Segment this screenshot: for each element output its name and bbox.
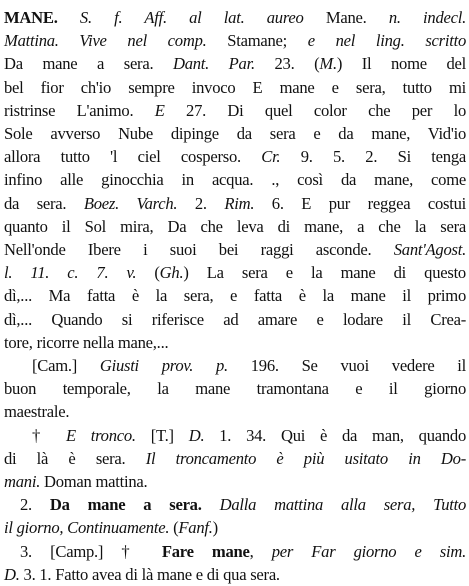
italic-text: Fanf. (178, 518, 213, 538)
text: Doman mattina. (40, 472, 148, 491)
italic-text: Cr. (261, 147, 281, 167)
text: dì,... Quando si riferisce ad amare e lodare il Crea- (4, 309, 466, 329)
italic-text: Boez. Varch. (83, 193, 178, 213)
italic-text: Mattina. Vive nel comp. (4, 31, 207, 51)
entry-line (32, 354, 466, 377)
text: 3. 1. Fatto avea di là mane e di qua sera. (19, 564, 280, 584)
italic-text: per Far giorno e sim. (271, 541, 466, 561)
text: ristrinse L'animo. (4, 100, 155, 120)
text: quanto il Sol mira, Da che leva di mane, a che la sera (4, 216, 466, 236)
italic-text: S. f. Aff. al lat. aureo (79, 8, 304, 27)
italic-text: Rim. (224, 193, 255, 213)
entry-line (4, 308, 466, 331)
italic-text: D. (188, 425, 205, 445)
entry-line (4, 331, 466, 354)
text: di là è sera. (4, 448, 146, 468)
entry-line (20, 540, 466, 563)
text: 2. (177, 193, 225, 213)
text: 3. [Camp.] † (20, 541, 162, 561)
entry-line (4, 377, 466, 400)
italic-text: Dant. Par. (172, 54, 255, 74)
entry-line (32, 424, 466, 447)
entry-line (4, 215, 466, 238)
italic-text: Il troncamento è più usitato in Do- (145, 448, 466, 468)
bold-text: MANE. (4, 8, 58, 27)
entry-line (4, 6, 466, 29)
text: Stamane; (206, 31, 308, 51)
italic-text: n. indecl. (388, 8, 466, 27)
italic-text: Sant'Agost. (393, 240, 466, 259)
text: dì,... Ma fatta è la sera, e fatta è la mane il primo (4, 286, 466, 306)
text: tore, ricorre nella mane,... (4, 332, 169, 352)
entry-line (4, 192, 466, 215)
italic-text: E (154, 100, 165, 120)
entry-line (4, 238, 466, 261)
text: 196. Se vuoi vedere il (227, 356, 467, 375)
entry-line (4, 99, 466, 122)
text: ( (169, 518, 179, 538)
bold-text: Fare mane (161, 541, 250, 561)
italic-text: e nel ling. scritto (307, 31, 466, 51)
italic-text: l. 11. c. 7. v. (4, 263, 137, 283)
text: 23. ( (254, 54, 320, 74)
entry-line (4, 563, 466, 586)
text: ) (212, 518, 218, 538)
italic-text: M. (319, 54, 337, 74)
italic-text: Gh. (159, 263, 184, 283)
text: [T.] (135, 425, 189, 445)
text: [Cam.] (32, 356, 100, 375)
text: Mane. (303, 8, 389, 27)
text: 2. (20, 495, 50, 515)
text (202, 495, 220, 514)
text: Da mane a sera. (4, 54, 173, 74)
italic-text: D. (4, 564, 20, 584)
text (58, 8, 80, 27)
italic-text: mani. (4, 472, 41, 491)
text: allora tutto 'l ciel cosperso. (4, 147, 262, 167)
text: ( (136, 263, 160, 283)
entry-line (4, 122, 466, 145)
entry-line (4, 470, 466, 493)
italic-text: il giorno, Continuamente. (4, 518, 170, 538)
entry-line (4, 516, 466, 539)
text: † (32, 425, 66, 445)
entry-line (4, 284, 466, 307)
entry-line (4, 52, 466, 75)
text: maestrale. (4, 402, 70, 422)
entry-line (4, 76, 466, 99)
text: ) La sera e la mane di questo (183, 263, 466, 283)
entry-line (4, 447, 466, 470)
italic-text: E tronco. (65, 425, 136, 445)
entry-line (20, 493, 466, 516)
text: buon temporale, la mane tramontana e il giorno (4, 379, 466, 399)
italic-text: Dalla mattina alla sera, Tutto (219, 495, 467, 515)
entry-line (4, 400, 466, 423)
entry-line (4, 145, 466, 168)
text: ) Il nome del (336, 54, 466, 74)
text: Nell'onde Ibere i suoi bei raggi asconde. (4, 240, 394, 259)
entry-line (4, 261, 466, 284)
text: 1. 34. Qui è da man, quando (204, 425, 467, 445)
text: 9. 5. 2. Si tenga (280, 147, 466, 167)
entry-line (4, 29, 466, 52)
entry-line (4, 168, 466, 191)
bold-text: Da mane a sera. (49, 495, 202, 515)
text: da sera. (4, 193, 84, 213)
text: , (249, 541, 272, 561)
text: 6. E pur reggea costui (254, 193, 466, 213)
text: Sole avverso Nube dipinge da sera e da mane, Vid'io (4, 124, 466, 143)
italic-text: Giusti prov. p. (99, 356, 228, 375)
text: infino alle ginocchia in acqua. ., così da mane, come (4, 170, 466, 190)
text: 27. Di quel color che per lo (164, 100, 466, 120)
text: bel fior ch'io sempre invoco E mane e sera, tutto mi (4, 77, 466, 97)
